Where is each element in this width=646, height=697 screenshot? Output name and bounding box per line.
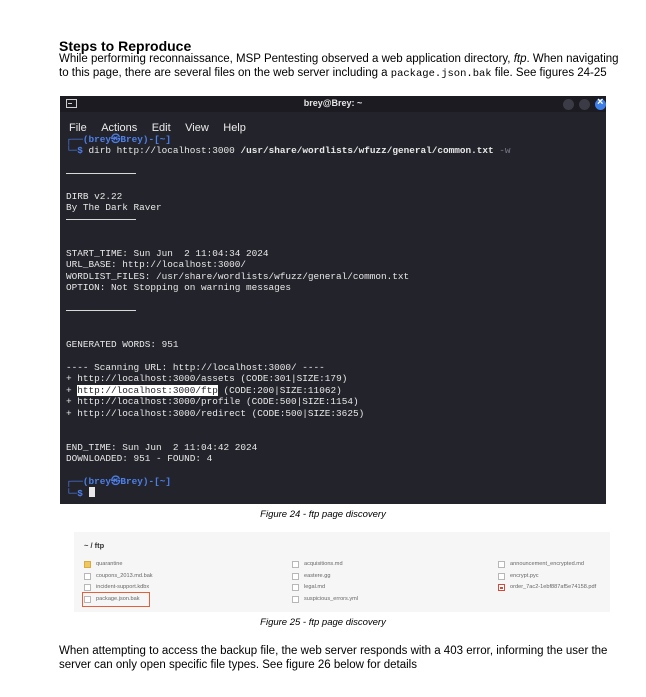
- prompt-symbol: $: [77, 145, 89, 157]
- intro-dir: ftp: [513, 53, 527, 65]
- ftp-item-acquisitions[interactable]: acquisitions.md: [292, 559, 358, 571]
- url-base: URL_BASE: http://localhost:3000/: [66, 259, 247, 271]
- separator: [66, 219, 136, 220]
- ftp-item-eastere[interactable]: eastere.gg: [292, 571, 358, 583]
- generated-words: GENERATED WORDS: 951: [66, 339, 179, 351]
- result-info-redirect: (CODE:500|SIZE:3625): [246, 407, 365, 419]
- result-url-profile: http://localhost:3000/profile: [77, 396, 241, 408]
- prompt-close: └─: [66, 145, 78, 157]
- file-icon: [292, 596, 299, 603]
- command-arg: /usr/share/wordlists/wfuzz/general/common.txt: [240, 145, 494, 157]
- result-url-assets: http://localhost:3000/assets: [77, 373, 235, 385]
- dirb-author: By The Dark Raver: [66, 202, 162, 214]
- ftp-item-legal[interactable]: legal.md: [292, 582, 358, 594]
- ftp-item-encrypt[interactable]: encrypt.pyc: [498, 571, 596, 583]
- file-icon: [498, 561, 505, 568]
- terminal-cursor: [89, 487, 95, 497]
- section-heading: Steps to Reproduce: [59, 38, 192, 54]
- folder-icon: [84, 561, 91, 568]
- file-icon: [292, 584, 299, 591]
- menu-file[interactable]: File: [69, 122, 87, 134]
- menu-view[interactable]: View: [185, 122, 209, 134]
- intro-paragraph: [59, 53, 619, 81]
- wordlist-files: WORDLIST_FILES: /usr/share/wordlists/wfuzz/general/common.txt: [66, 270, 410, 282]
- pdf-icon: [498, 584, 505, 591]
- menu-bar: [60, 112, 606, 134]
- menu-help[interactable]: Help: [223, 122, 246, 134]
- option-line: OPTION: Not Stopping on warning messages: [66, 282, 292, 294]
- menu-actions[interactable]: Actions: [101, 122, 138, 134]
- dirb-version: DIRB v2.22: [66, 191, 123, 202]
- result-info-profile: (CODE:500|SIZE:1154): [240, 396, 359, 408]
- terminal-output[interactable]: ┌──(brey㉿Brey)-[~] └─$ dirb http://localhost:3000 /usr/share/wordlists/wfuzz/general/common.txt -w DIRB v2.22 By The Dark Raver START_TIME: Sun Jun 2 11:04:34 2024 URL_BASE: http://localhost:3000/ WORDLIST_FILES: /usr/share/wordlists/wfuzz/general/common.txt OPTION: Not Stopping on warning messages GENERATED WORDS: 951 ---- Scanning URL: http://localhost:3000/ ---- + http://localhost:3000/assets (CODE:301|SIZE:179) + http://localhost:3000/ftp (CODE:200|SIZE:11062) + http://localhost:3000/profile (CODE:500|SIZE:1154) + http://localhost:3000/redirect (CODE:500|SIZE:3625) END_TIME: Sun Jun 2 11:04:42 2024 DOWNLOADED: 951 - FOUND: 4 ┌──(brey㉿Brey)-[~] └─$: [66, 134, 511, 500]
- ftp-item-order-pdf[interactable]: order_7ac2-1ebf887af5e74158.pdf: [498, 582, 596, 594]
- ftp-listing: [74, 532, 610, 612]
- separator: [66, 173, 136, 174]
- ftp-path-title: ~ / ftp: [84, 541, 105, 550]
- file-icon: [498, 573, 505, 580]
- ftp-item-quarantine[interactable]: quarantine: [84, 559, 153, 571]
- file-icon: [84, 584, 91, 591]
- window-title: brey@Brey: ~: [303, 98, 363, 108]
- intro-text-1: While performing reconnaissance, MSP Pentesting observed a web application directory,: [59, 53, 514, 65]
- outro-paragraph: When attempting to access the backup file, the web server responds with a 403 error, informing the user the server can only open specific file types. See figure 26 below for details: [59, 645, 608, 671]
- separator: [66, 310, 136, 311]
- terminal-window: [60, 96, 606, 504]
- command-text: dirb http://localhost:3000: [88, 145, 241, 157]
- file-icon: [292, 573, 299, 580]
- prompt-user-2: (brey㉿Brey)-[~]: [82, 476, 172, 488]
- intro-text-3: file. See figures 24-25: [491, 66, 607, 79]
- menu-edit[interactable]: Edit: [151, 122, 171, 134]
- result-info-assets: (CODE:301|SIZE:179): [234, 373, 348, 385]
- prompt-open: ┌──: [66, 134, 83, 145]
- ftp-item-coupons[interactable]: coupons_2013.md.bak: [84, 571, 153, 583]
- figure-24-caption: Figure 24 - ftp page discovery: [260, 509, 386, 520]
- scanning-line: ---- Scanning URL: http://localhost:3000/ ----: [66, 362, 325, 373]
- ftp-column-1: [84, 559, 153, 605]
- ftp-item-announcement[interactable]: announcement_encrypted.md: [498, 559, 596, 571]
- ftp-item-suspicious-errors[interactable]: suspicious_errors.yml: [292, 594, 358, 606]
- close-button[interactable]: [595, 99, 606, 110]
- terminal-titlebar: [60, 96, 606, 112]
- ftp-item-package-json-bak[interactable]: package.json.bak: [84, 594, 148, 606]
- file-icon: [292, 561, 299, 568]
- result-url-redirect: http://localhost:3000/redirect: [77, 407, 247, 419]
- prompt-symbol-2: $: [77, 488, 89, 500]
- file-icon: [84, 596, 91, 603]
- ftp-item-incident-support[interactable]: incident-support.kdbx: [84, 582, 153, 594]
- intro-file: package.json.bak: [390, 67, 492, 80]
- downloaded-line: DOWNLOADED: 951 - FOUND: 4: [66, 453, 213, 465]
- prompt-close-2: └─: [66, 488, 78, 500]
- result-url-ftp: http://localhost:3000/ftp: [77, 384, 218, 396]
- result-info-ftp: (CODE:200|SIZE:11062): [217, 384, 342, 396]
- ftp-column-2: [292, 559, 358, 605]
- file-icon: [84, 573, 91, 580]
- maximize-button[interactable]: [579, 99, 590, 110]
- figure-25-caption: Figure 25 - ftp page discovery: [260, 617, 386, 628]
- minimize-button[interactable]: [563, 99, 574, 110]
- start-time: START_TIME: Sun Jun 2 11:04:34 2024: [66, 248, 269, 259]
- end-time: END_TIME: Sun Jun 2 11:04:42 2024: [66, 441, 258, 453]
- intro-text-2: . When navigating to this page, there are several files on the web server including a: [59, 53, 619, 79]
- prompt-open-2: ┌──: [66, 476, 83, 488]
- command-flag: -w: [493, 145, 511, 157]
- ftp-column-3: [498, 559, 596, 594]
- prompt-user: (brey㉿Brey)-[~]: [82, 134, 172, 145]
